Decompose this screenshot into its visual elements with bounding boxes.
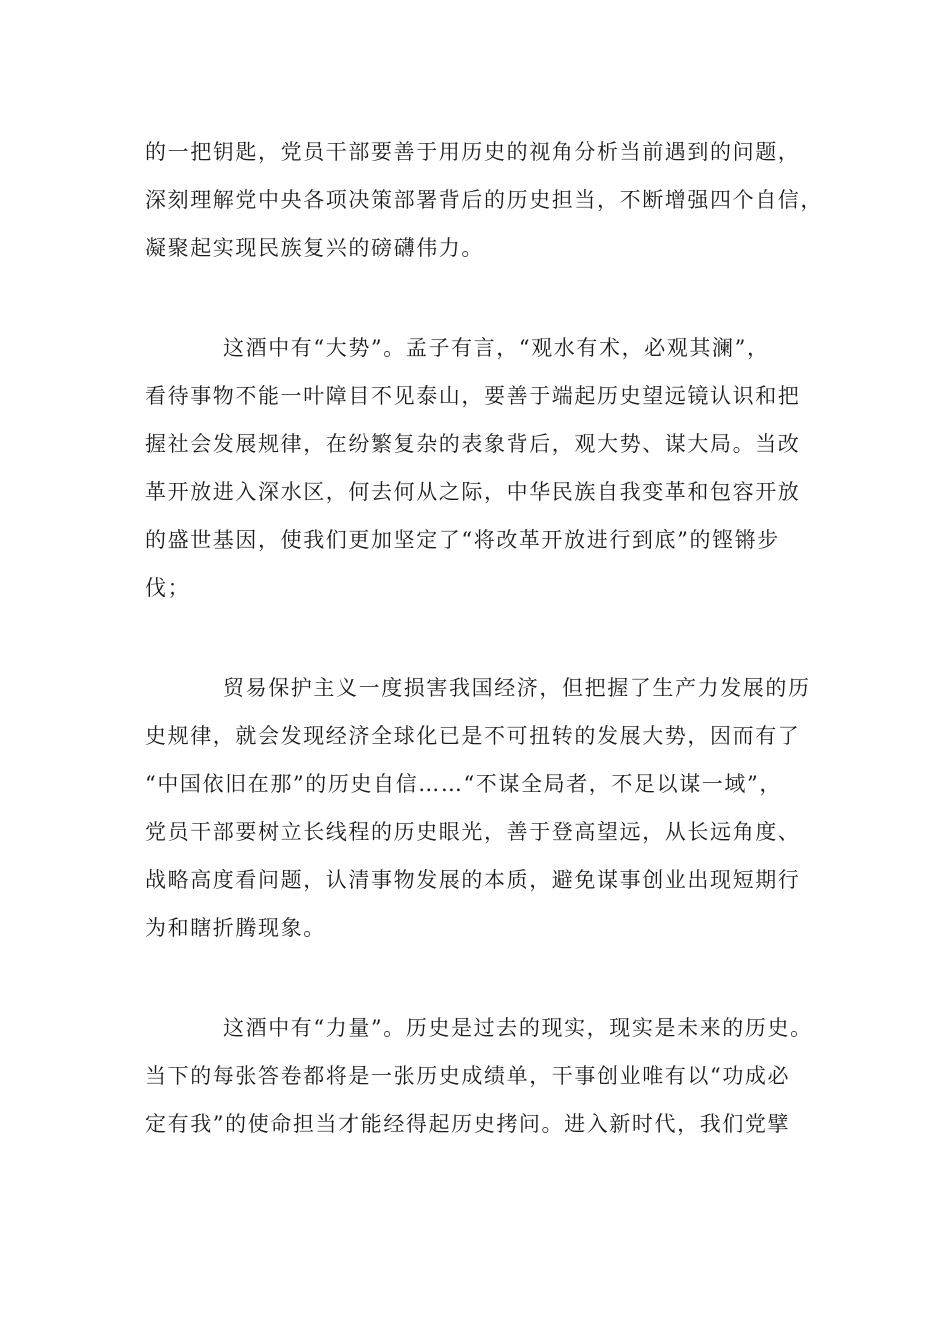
text-line: 的盛世基因，使我们更加坚定了“将改革开放进行到底”的铿锵步 — [145, 528, 780, 552]
text-line: “中国依旧在那”的历史自信……“不谋全局者，不足以谋一域”， — [145, 772, 782, 796]
text-line: 的一把钥匙，党员干部要善于用历史的视角分析当前遇到的问题， — [145, 140, 801, 164]
document-body — [145, 128, 830, 1200]
text-line: 握社会发展规律，在纷繁复杂的表象背后，观大势、谋大局。当改 — [145, 432, 801, 456]
text-line: 史规律，就会发现经济全球化已是不可扭转的发展大势，因而有了 — [145, 724, 801, 748]
text-line: 战略高度看问题，认清事物发展的本质，避免谋事创业出现短期行 — [145, 868, 801, 892]
text-line: 伐； — [145, 576, 191, 600]
text-line: 党员干部要树立长线程的历史眼光，善于登高望远，从长远角度、 — [145, 820, 801, 844]
paragraph-2 — [145, 324, 830, 612]
text-line: 当下的每张答卷都将是一张历史成绩单，干事创业唯有以“功成必 — [145, 1064, 791, 1088]
text-line: 定有我”的使命担当才能经得起历史拷问。进入新时代，我们党擘 — [145, 1112, 791, 1136]
text-line: 为和瞎折腾现象。 — [145, 916, 326, 940]
paragraph-4 — [145, 1004, 830, 1148]
text-line: 看待事物不能一叶障目不见泰山，要善于端起历史望远镜认识和把 — [145, 384, 801, 408]
paragraph-1 — [145, 128, 830, 272]
text-line: 贸易保护主义一度损害我国经济，但把握了生产力发展的历 — [223, 676, 811, 700]
text-line: 这酒中有“力量”。历史是过去的现实，现实是未来的历史。 — [223, 1016, 813, 1040]
text-line: 这酒中有“大势”。孟子有言，“观水有术，必观其澜”， — [223, 336, 770, 360]
paragraph-3 — [145, 664, 830, 952]
text-line: 凝聚起实现民族复兴的磅礴伟力。 — [145, 236, 484, 260]
text-line: 深刻理解党中央各项决策部署背后的历史担当，不断增强四个自信， — [145, 188, 823, 212]
text-line: 革开放进入深水区，何去何从之际，中华民族自我变革和包容开放 — [145, 480, 801, 504]
